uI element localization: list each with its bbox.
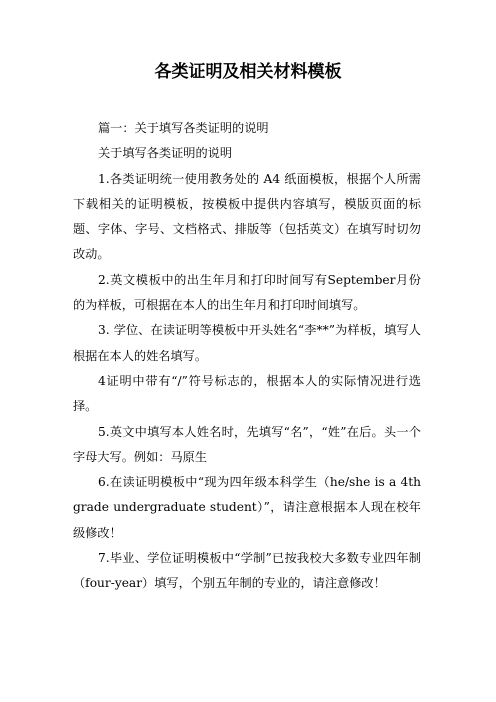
paragraph-item-1: 1.各类证明统一使用教务处的 A4 纸面模板，根据个人所需下载相关的证明模板，按模板中提供内容填写，模版页面的标题、字体、字号、文档格式、排版等（包括英文）在填写时切勿改动。 xyxy=(73,171,421,262)
document-title: 各类证明及相关材料模板 xyxy=(154,62,342,82)
document-body xyxy=(73,116,421,597)
paragraph-item-6: 6.在读证明模板中“现为四年级本科学生（he/she is a 4th grade undergraduate student）”，请注意根据本人现在校年级修改！ xyxy=(73,475,421,540)
paragraph-item-4: 4证明中带有“/”符号标志的，根据本人的实际情况进行选择。 xyxy=(73,373,421,414)
paragraph-item-5: 5.英文中填写本人姓名时，先填写“名”，“姓”在后。头一个字母大写。例如：马原生 xyxy=(73,424,421,464)
paragraph-subtitle: 关于填写各类证明的说明 xyxy=(98,146,233,161)
paragraph-item-2: 2.英文模板中的出生年月和打印时间写有September月份的为样板，可根据在本人的出生年月和打印时间填写。 xyxy=(73,272,421,313)
paragraph-item-3: 3. 学位、在读证明等模板中开头姓名“李**”为样板，填写人根据在本人的姓名填写。 xyxy=(73,323,421,363)
paragraph-item-7: 7.毕业、学位证明模板中“学制”已按我校大多数专业四年制（four-year）填写，个别五年制的专业的，请注意修改！ xyxy=(73,551,421,591)
paragraph-section-heading: 篇一：关于填写各类证明的说明 xyxy=(98,121,269,135)
